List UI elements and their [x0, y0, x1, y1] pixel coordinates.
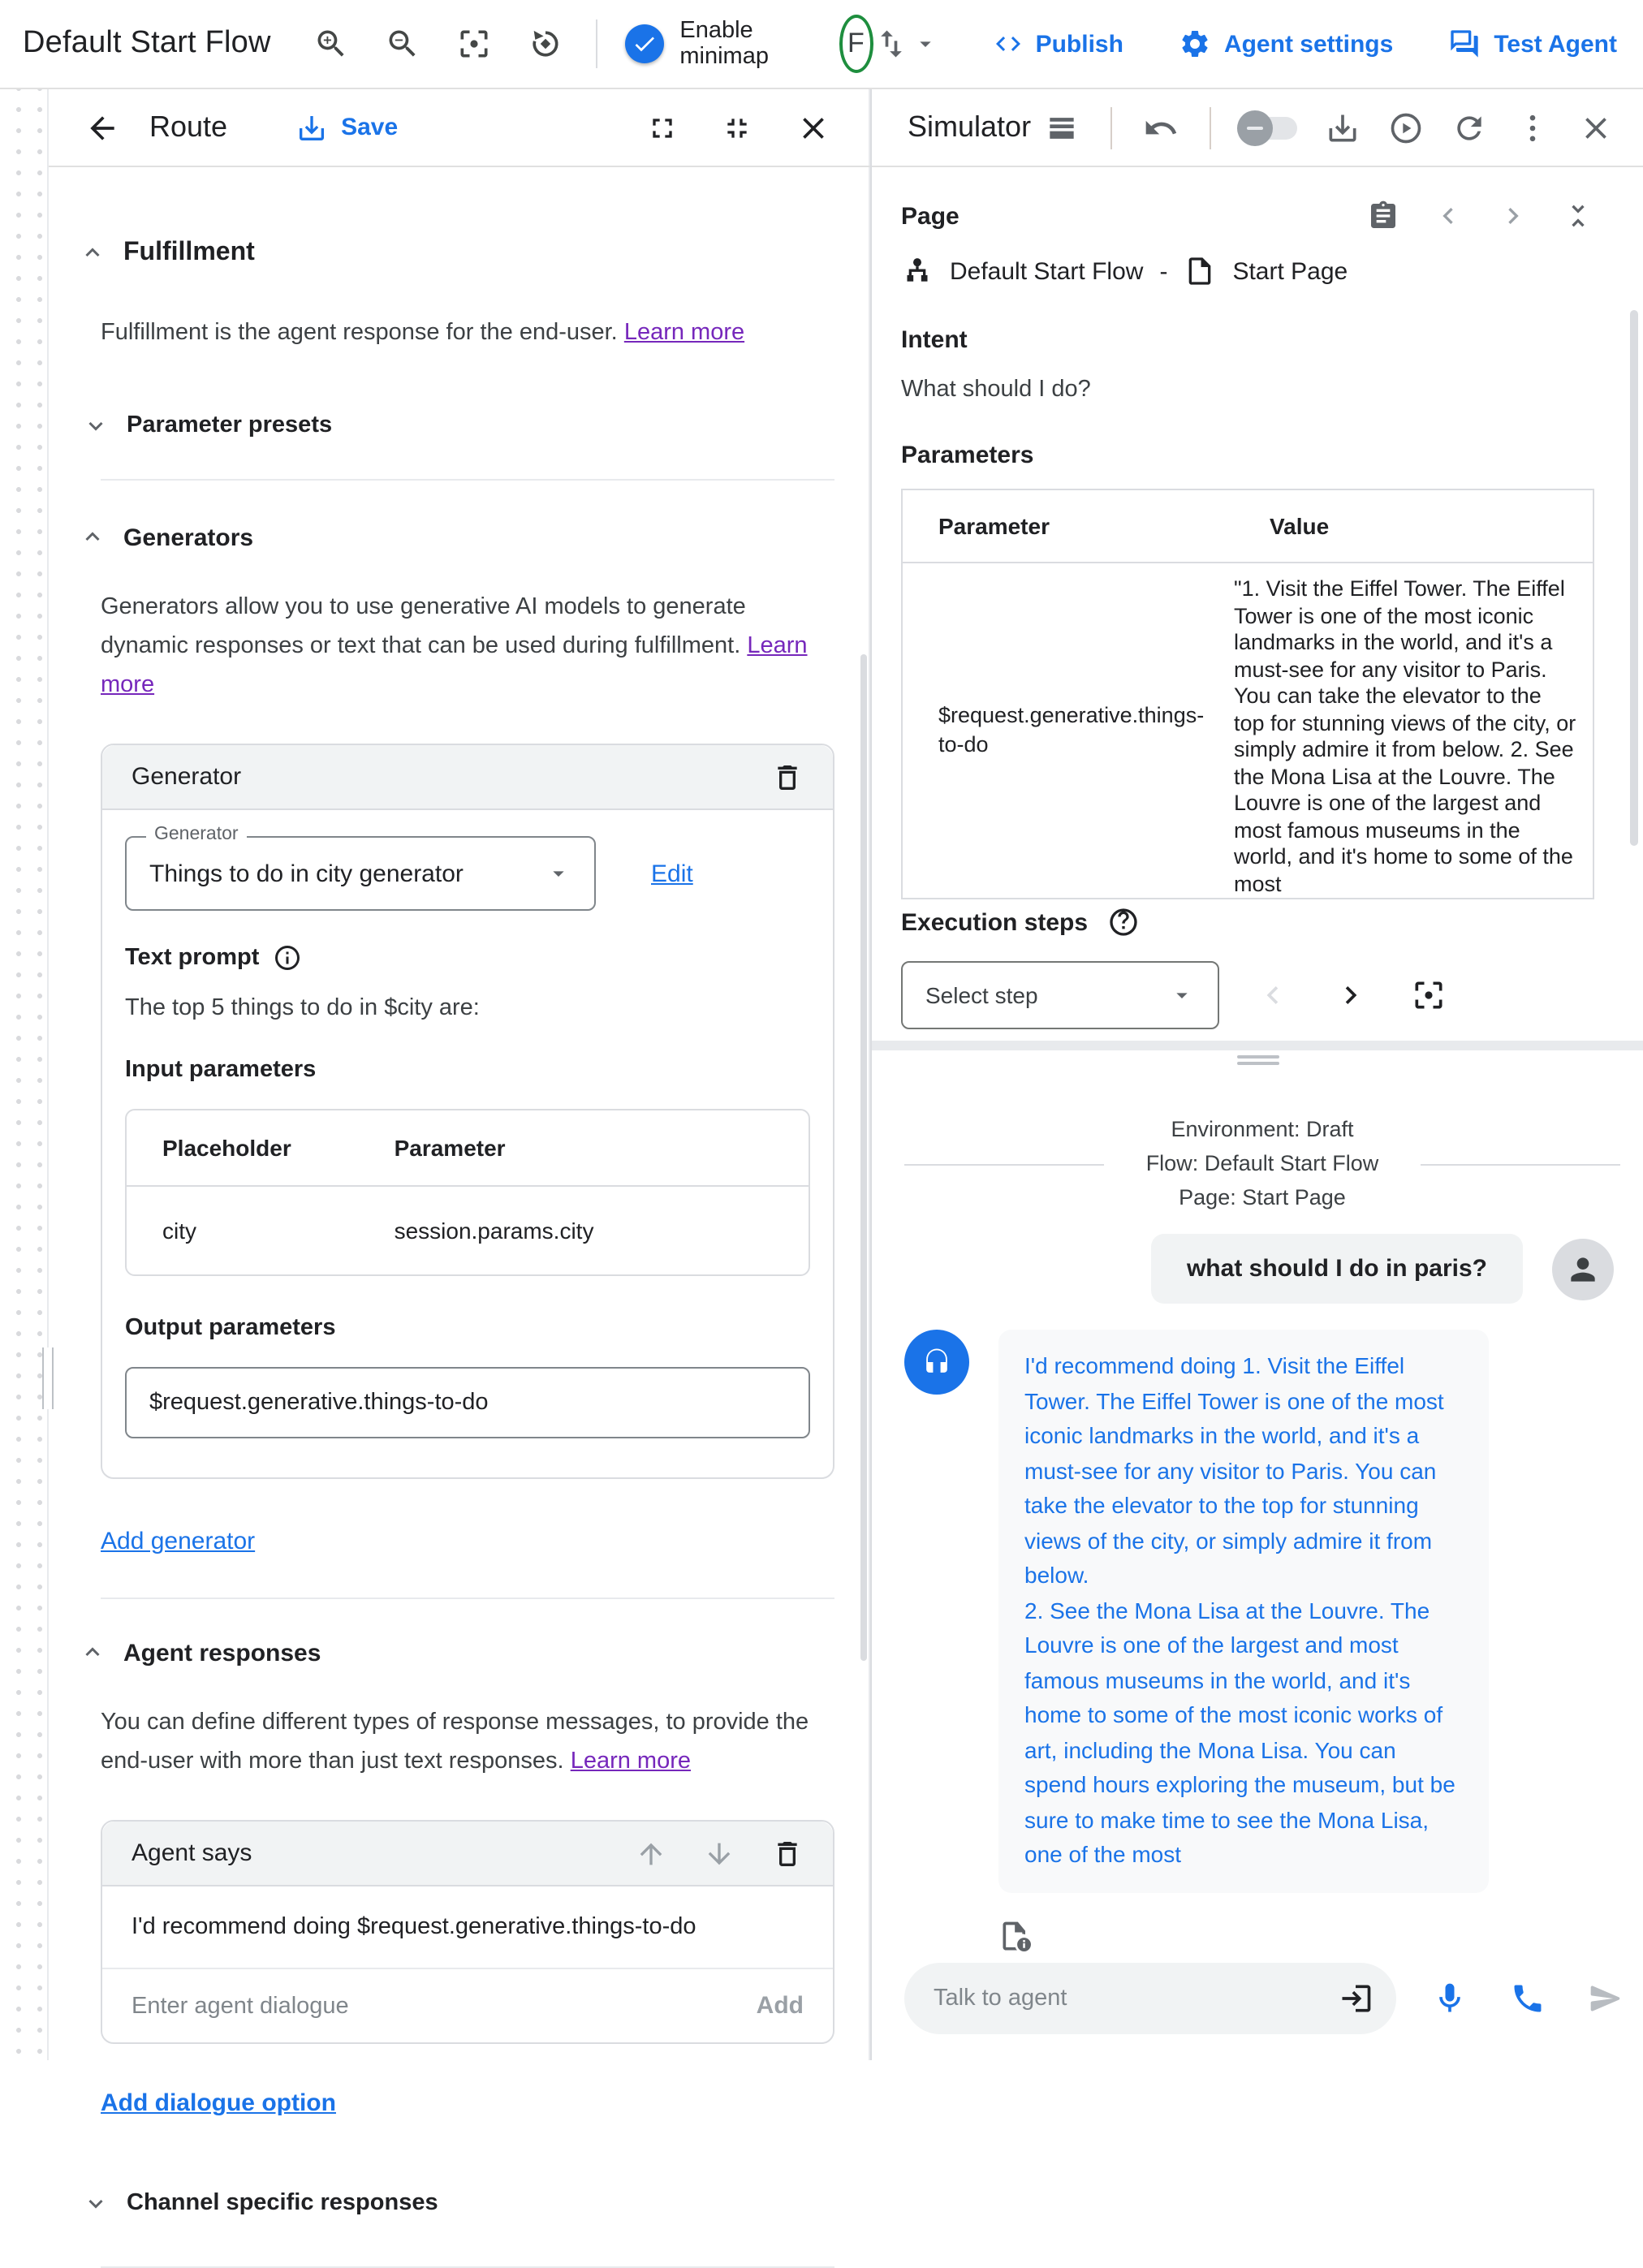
breadcrumb-separator: -: [1159, 257, 1168, 285]
agent-dialogue-input[interactable]: [132, 1993, 737, 2019]
session-environment-note: [904, 1112, 1620, 1214]
page-name[interactable]: Start Page: [1232, 257, 1348, 285]
input-parameters-table: [125, 1109, 810, 1276]
fulfillment-description: Fulfillment is the agent response for the end-user. Learn more: [101, 320, 745, 346]
step-select-value: Select step: [925, 982, 1038, 1008]
talk-input-row: [904, 1963, 1624, 2034]
send-icon[interactable]: [1588, 1981, 1624, 2016]
canvas-tools: [313, 26, 563, 62]
step-next-icon[interactable]: [1333, 977, 1369, 1013]
close-icon[interactable]: [796, 110, 831, 145]
user-message-bubble: what should I do in paris?: [1151, 1234, 1523, 1304]
page-state-area: [872, 167, 1643, 899]
route-scrollbar[interactable]: [860, 654, 867, 1661]
agent-message-part1: I'd recommend doing 1. Visit the Eiffel Tower. The Eiffel Tower is one of the most iconic landmarks in the world, and it's a must-see for any visitor to Paris. You can take the elevator to the top for stunning views of the city, or simply admire it from below.: [1024, 1352, 1444, 1588]
simulator-scrollbar[interactable]: [1630, 310, 1638, 846]
agent-responses-learn-more-link[interactable]: Learn more: [570, 1748, 691, 1774]
undo-icon[interactable]: [1143, 110, 1179, 145]
agent-responses-heading: Agent responses: [123, 1639, 321, 1667]
talk-pill: [904, 1963, 1396, 2034]
route-panel-header: [49, 89, 870, 167]
simulator-title: Simulator: [908, 110, 1032, 143]
play-circle-icon[interactable]: [1388, 110, 1424, 145]
agent-says-card-header: [102, 1822, 833, 1886]
param-header: Parameter: [938, 513, 1050, 539]
chevron-down-icon: [81, 411, 110, 440]
chevron-up-icon: [78, 523, 107, 552]
toolbar-divider: [1110, 106, 1112, 149]
toolbar-divider: [1210, 106, 1211, 149]
intent-label: Intent: [901, 326, 968, 354]
agent-says-title: Agent says: [132, 1839, 252, 1867]
center-focus-icon[interactable]: [456, 26, 492, 62]
refresh-icon[interactable]: [1451, 110, 1487, 145]
generator-card-header: [102, 745, 833, 810]
channel-specific-responses-label: Channel specific responses: [127, 2190, 438, 2216]
file-icon: [1184, 255, 1216, 287]
agent-chat-avatar: [904, 1330, 969, 1395]
generator-card: [101, 744, 834, 1479]
execution-steps-section: [872, 899, 1643, 1052]
env-line: Flow: Default Start Flow: [1145, 1151, 1379, 1175]
parameters-table: [901, 489, 1594, 899]
generators-learn-more-link[interactable]: Learn more: [101, 633, 808, 698]
topbar-actions: [873, 26, 1617, 62]
save-session-icon[interactable]: [1325, 110, 1361, 145]
parameter-presets-section[interactable]: [81, 411, 834, 440]
user-avatar[interactable]: F: [839, 15, 873, 73]
agent-responses-description: You can define different types of response messages, to provide the end-user with more than just text responses. Learn more: [101, 1710, 809, 1774]
publish-button[interactable]: Publish: [994, 29, 1123, 58]
parameter-cell: session.params.city: [394, 1218, 594, 1244]
generator-select-label: Generator: [146, 825, 247, 844]
add-dialogue-button[interactable]: Add: [756, 1992, 804, 2020]
agent-says-message[interactable]: I'd recommend doing $request.generative.things-to-do: [102, 1886, 833, 1969]
table-header-parameter: Parameter: [394, 1135, 506, 1161]
chat-area: [872, 1070, 1643, 2060]
check-icon: [631, 31, 657, 57]
minimap-toggle[interactable]: [629, 32, 661, 55]
minimap-toggle-label: Enable minimap: [679, 18, 769, 70]
original-response-row: [998, 1918, 1620, 1954]
route-panel-content: [49, 167, 870, 2268]
flow-breadcrumb: [901, 255, 1594, 287]
agent-settings-button[interactable]: Agent settings: [1179, 28, 1393, 60]
env-line: Environment: Draft: [1171, 1117, 1354, 1141]
phone-icon[interactable]: [1510, 1981, 1546, 2016]
generator-select[interactable]: [125, 825, 596, 911]
text-prompt-row: Text prompt: [125, 943, 810, 972]
toolbar-divider: [596, 19, 597, 68]
menu-list-icon[interactable]: [1044, 110, 1080, 145]
trash-icon[interactable]: [771, 1837, 804, 1869]
fulfillment-heading: Fulfillment: [123, 239, 255, 266]
env-line: Page: Start Page: [1179, 1185, 1346, 1209]
agent-message-bubble: [998, 1330, 1489, 1892]
parameter-value: "1. Visit the Eiffel Tower. The Eiffel Tower is one of the most iconic landmarks in the world, and it's a must-see for any visitor to Paris. You can take the elevator to the top for stunning views of the city, or simply admire it from below. 2. See the Mona Lisa at the Louvre. The Louvre is one of the largest and most famous museums in the world, and it's home to some of the most: [1234, 576, 1576, 895]
route-panel: [49, 89, 872, 2216]
output-parameter-value: $request.generative.things-to-do: [149, 1390, 489, 1416]
output-parameter-field[interactable]: [125, 1367, 810, 1438]
save-button[interactable]: Save: [295, 111, 398, 144]
save-icon: [295, 111, 328, 144]
zoom-out-icon[interactable]: [385, 26, 420, 62]
generators-section-header[interactable]: [78, 523, 834, 552]
step-select[interactable]: [901, 961, 1219, 1029]
kebab-menu-icon[interactable]: [1515, 110, 1550, 145]
output-parameters-label: Output parameters: [125, 1315, 336, 1341]
trash-icon[interactable]: [771, 761, 804, 793]
code-icon: [994, 29, 1023, 58]
generators-heading: Generators: [123, 524, 254, 551]
step-prev-icon[interactable]: [1255, 977, 1291, 1013]
talk-to-agent-input[interactable]: [934, 1986, 1338, 2011]
generator-select-value: Things to do in city generator: [149, 860, 464, 887]
arrow-up-icon[interactable]: [635, 1837, 667, 1869]
agent-dialogue-input-row: [102, 1969, 833, 2042]
flow-icon: [901, 255, 934, 287]
chevron-up-icon: [78, 239, 107, 268]
add-generator-link[interactable]: Add generator: [101, 1528, 256, 1555]
fullscreen-exit-icon[interactable]: [721, 111, 753, 144]
channel-specific-responses-section[interactable]: [81, 2188, 834, 2218]
split-drag-handle[interactable]: [872, 1050, 1643, 1070]
generator-card-title: Generator: [132, 763, 242, 791]
parameter-name: $request.generative.things-to-do: [938, 703, 1205, 757]
chevron-down-icon: [81, 2188, 110, 2218]
back-arrow-icon[interactable]: [84, 110, 120, 145]
generators-description: Generators allow you to use generative AI models to generate dynamic responses or text that can be used during fulfillment. Learn more: [101, 594, 808, 698]
table-header-placeholder: Placeholder: [162, 1135, 291, 1161]
close-icon[interactable]: [1578, 110, 1614, 145]
doc-info-icon[interactable]: [998, 1918, 1034, 1954]
parameter-presets-label: Parameter presets: [127, 412, 333, 438]
mic-icon[interactable]: [1432, 1981, 1468, 2016]
section-divider: [101, 1598, 834, 1599]
flow-title: Default Start Flow: [23, 26, 271, 60]
fullscreen-icon[interactable]: [646, 111, 679, 144]
focus-step-icon[interactable]: [1411, 977, 1447, 1013]
value-header: Value: [1270, 513, 1330, 539]
enter-icon[interactable]: [1338, 1981, 1373, 2016]
agent-says-card: [101, 1820, 834, 2044]
import-export-icon: [873, 26, 909, 62]
arrow-down-icon[interactable]: [703, 1837, 735, 1869]
agent-message-row: [904, 1330, 1620, 1892]
zoom-in-icon[interactable]: [313, 26, 349, 62]
intent-value: What should I do?: [901, 377, 1091, 403]
edit-generator-link[interactable]: Edit: [651, 860, 693, 887]
section-divider: [101, 479, 834, 481]
chevron-down-icon: [912, 31, 938, 57]
reset-view-icon[interactable]: [528, 26, 563, 62]
gear-icon: [1179, 28, 1211, 60]
user-chat-avatar: [1552, 1238, 1614, 1300]
add-dialogue-option-link[interactable]: Add dialogue option: [101, 2089, 336, 2117]
generator-card-body: [102, 810, 833, 1477]
simulator-panel: [872, 89, 1643, 2060]
headset-icon: [919, 1344, 955, 1380]
import-export-button[interactable]: [873, 26, 938, 62]
chevron-left-icon[interactable]: [1432, 200, 1464, 232]
chevron-up-icon: [78, 1638, 107, 1667]
agent-responses-section-header[interactable]: [78, 1638, 834, 1667]
fulfillment-section-header[interactable]: [78, 239, 834, 268]
chat-icon: [1448, 28, 1481, 60]
select-caret-icon: [546, 860, 571, 886]
info-icon[interactable]: [272, 943, 301, 972]
simulator-state-section: [872, 167, 1643, 1041]
execution-steps-label: Execution steps: [901, 908, 1089, 936]
route-panel-title: Route: [149, 110, 228, 143]
user-message-row: [904, 1234, 1620, 1304]
chevron-right-icon[interactable]: [1497, 200, 1529, 232]
select-caret-icon: [1169, 982, 1195, 1008]
parameter-row[interactable]: [903, 563, 1593, 898]
simulator-header: [872, 89, 1643, 167]
clipboard-icon[interactable]: [1367, 200, 1399, 232]
test-agent-button[interactable]: Test Agent: [1448, 28, 1617, 60]
simulator-toggle[interactable]: [1242, 116, 1297, 139]
parameters-label: Parameters: [901, 442, 1034, 469]
agent-message-part2: 2. See the Mona Lisa at the Louvre. The Louvre is one of the largest and most famous museums in the world, and it's home to some of the most iconic works of art, including the Mona Lisa. You can spend hours exploring the museum, but be sure to make time to see the Mona Lisa, one of the most: [1024, 1597, 1455, 1867]
person-icon: [1565, 1251, 1601, 1287]
flow-canvas-strip: [0, 89, 49, 2060]
page-header-row: [901, 200, 1594, 232]
input-parameters-label: Input parameters: [125, 1057, 317, 1083]
prompt-text: The top 5 things to do in $city are:: [125, 995, 480, 1021]
fulfillment-learn-more-link[interactable]: Learn more: [623, 320, 745, 346]
page-label: Page: [901, 202, 959, 230]
flow-name[interactable]: Default Start Flow: [950, 257, 1144, 285]
unfold-less-icon[interactable]: [1562, 200, 1594, 232]
placeholder-cell: city: [162, 1218, 196, 1244]
top-toolbar: [0, 0, 1643, 89]
table-row[interactable]: [127, 1187, 809, 1274]
help-icon[interactable]: [1107, 906, 1140, 938]
